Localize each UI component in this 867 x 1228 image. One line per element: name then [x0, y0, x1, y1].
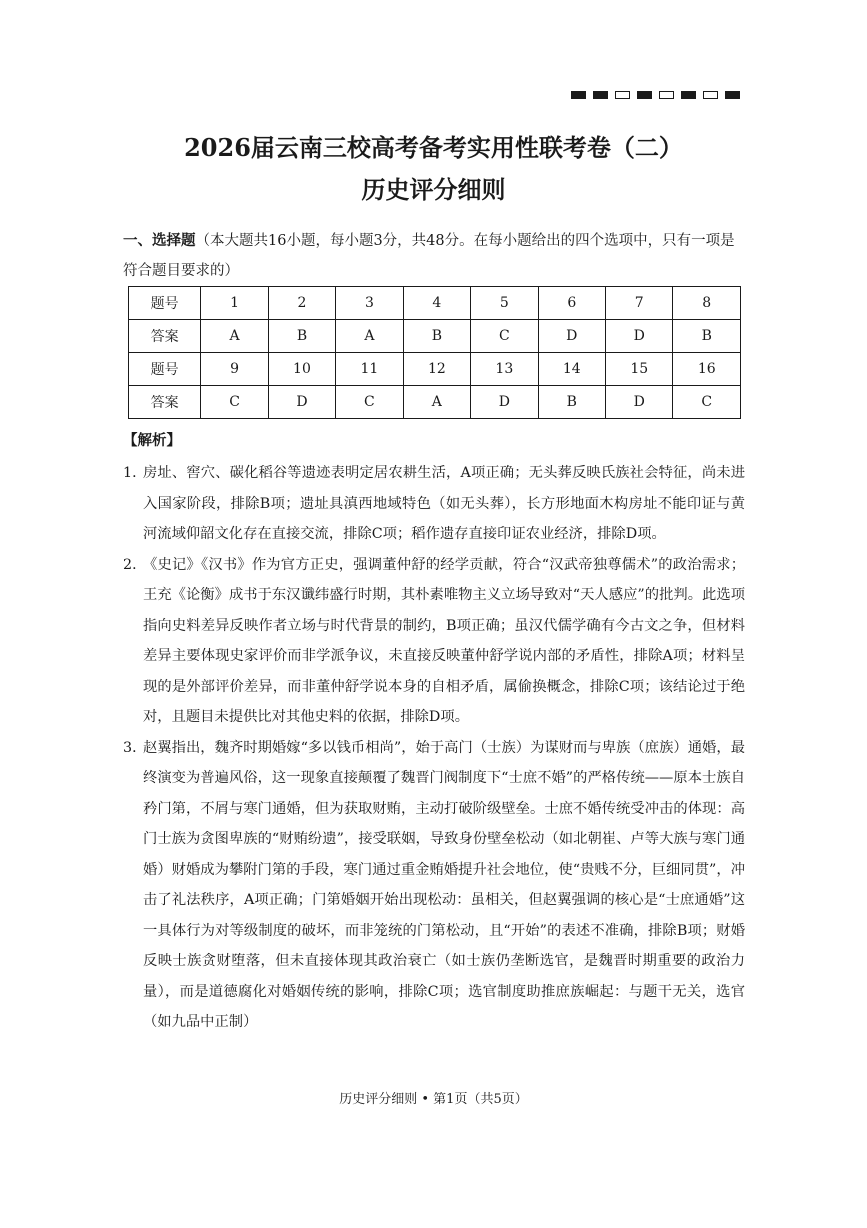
- table-row: [129, 353, 741, 386]
- analysis-item: [123, 733, 745, 1038]
- row-header-cell: 答案: [129, 386, 201, 419]
- table-cell: A: [403, 386, 470, 419]
- table-cell: 3: [336, 287, 403, 320]
- page-mark: [637, 91, 652, 99]
- table-cell: 7: [606, 287, 673, 320]
- section-heading: 一、选择题: [123, 233, 196, 249]
- table-cell: 11: [336, 353, 403, 386]
- table-cell: 10: [268, 353, 335, 386]
- exam-subtitle: 历史评分细则: [361, 175, 506, 204]
- exam-title: 2026届云南三校高考备考实用性联考卷（二）: [184, 133, 683, 162]
- table-cell: B: [538, 386, 605, 419]
- page-mark: [659, 91, 674, 99]
- table-cell: 1: [201, 287, 268, 320]
- table-cell: 5: [471, 287, 538, 320]
- page-marks: [571, 91, 740, 99]
- table-cell: B: [673, 320, 741, 353]
- table-cell: C: [471, 320, 538, 353]
- table-cell: A: [336, 320, 403, 353]
- table-cell: D: [606, 320, 673, 353]
- table-cell: 16: [673, 353, 741, 386]
- answer-table: [128, 286, 741, 419]
- page-mark: [615, 91, 630, 99]
- item-number: 1．: [123, 465, 147, 481]
- table-row: [129, 386, 741, 419]
- analysis-heading: 【解析】: [123, 433, 181, 449]
- table-cell: A: [201, 320, 268, 353]
- table-cell: B: [403, 320, 470, 353]
- table-cell: 6: [538, 287, 605, 320]
- table-cell: D: [606, 386, 673, 419]
- table-cell: C: [336, 386, 403, 419]
- table-cell: 2: [268, 287, 335, 320]
- row-header-cell: 答案: [129, 320, 201, 353]
- item-number: 2．: [123, 556, 147, 573]
- analysis-item: [123, 458, 745, 550]
- item-text: 《史记》《汉书》作为官方正史，强调董仲舒的经学贡献，符合“汉武帝独尊儒术”的政治需求；王充《论衡》成书于东汉谶纬盛行时期，其朴素唯物主义立场导致对“天人感应”的批判。此选项指向史料差异反映作者立场与时代背景的制约，B项正确；虽汉代儒学确有今古文之争，但材料差异主要体现史家评价而非学派争议，未直接反映董仲舒学说内部的矛盾性，排除A项；材料呈现的是外部评价差异，而非董仲舒学说本身的自相矛盾，属偷换概念，排除C项；该结论过于绝对，且题目未提供比对其他史料的依据，排除D项。: [143, 556, 745, 725]
- item-text: 赵翼指出，魏齐时期婚嫁“多以钱币相尚”，始于高门（士族）为谋财而与卑族（庶族）通婚，最终演变为普遍风俗，这一现象直接颠覆了魏晋门阀制度下“士庶不婚”的严格传统——原本士族自矜门第，不屑与寒门通婚，但为获取财贿，主动打破阶级壁垒。士庶不婚传统受冲击的体现：高门士族为贪图卑族的“财贿纷遗”，接受联姻，导致身份壁垒松动（如北朝崔、卢等大族与寒门通婚）财婚成为攀附门第的手段，寒门通过重金贿婚提升社会地位，使“贵贱不分，巨细同贯”，冲击了礼法秩序，A项正确；门第婚姻开始出现松动：虽相关，但赵翼强调的核心是“士庶通婚”这一具体行为对等级制度的破坏，而非笼统的门第松动，且“开始”的表述不准确，排除B项；财婚反映士族贪财堕落，但未直接体现其政治衰亡（如士族仍垄断选官，是魏晋时期重要的政治力量），而是道德腐化对婚姻传统的影响，排除C项；选官制度助推庶族崛起：与题干无关，选官（如九品中正制）: [143, 739, 745, 1030]
- section-intro: [123, 226, 745, 286]
- table-cell: 8: [673, 287, 741, 320]
- section-description: （本大题共16小题，每小题3分，共48分。在每小题给出的四个选项中，只有一项是符合题目要求的）: [123, 233, 735, 279]
- table-cell: D: [268, 386, 335, 419]
- item-text: 房址、窖穴、碳化稻谷等遗迹表明定居农耕生活，A项正确；无头葬反映氏族社会特征，尚未进入国家阶段，排除B项；遗址具滇西地域特色（如无头葬），长方形地面木构房址不能印证与黄河流域仰韶文化存在直接交流，排除C项；稻作遗存直接印证农业经济，排除D项。: [143, 465, 745, 542]
- table-row: [129, 287, 741, 320]
- table-cell: 13: [471, 353, 538, 386]
- table-row: [129, 320, 741, 353]
- table-cell: 9: [201, 353, 268, 386]
- page-mark: [593, 91, 608, 99]
- table-cell: C: [673, 386, 741, 419]
- page-mark: [725, 91, 740, 99]
- page-footer: 历史评分细则 • 第1页（共5页）: [339, 1092, 528, 1107]
- table-cell: 4: [403, 287, 470, 320]
- page-mark: [681, 91, 696, 99]
- row-header-cell: 题号: [129, 287, 201, 320]
- table-cell: 15: [606, 353, 673, 386]
- analysis-list: [123, 458, 745, 1038]
- row-header-cell: 题号: [129, 353, 201, 386]
- table-cell: D: [538, 320, 605, 353]
- table-cell: C: [201, 386, 268, 419]
- analysis-item: [123, 550, 745, 733]
- page-mark: [571, 91, 586, 99]
- table-cell: B: [268, 320, 335, 353]
- table-cell: 12: [403, 353, 470, 386]
- table-cell: D: [471, 386, 538, 419]
- table-cell: 14: [538, 353, 605, 386]
- item-number: 3．: [123, 739, 147, 756]
- page-mark: [703, 91, 718, 99]
